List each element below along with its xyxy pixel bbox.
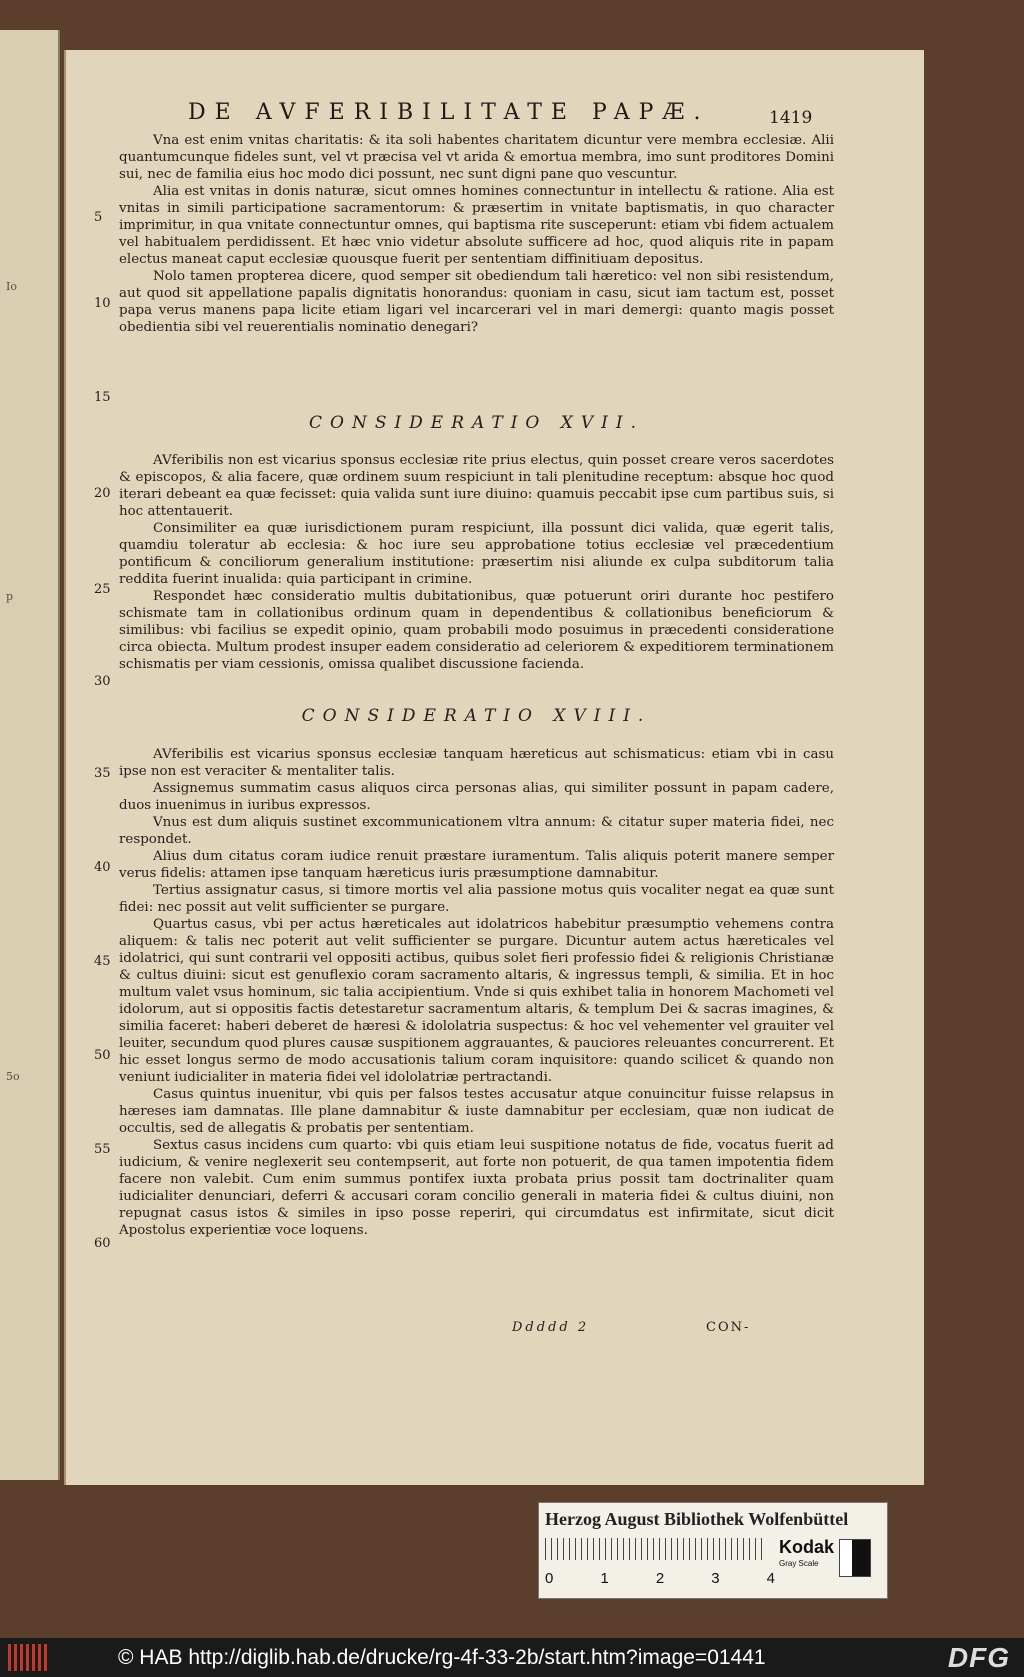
line-number: 50 (94, 1048, 111, 1063)
paragraph: Vnus est dum aliquis sustinet excommunicationem vltra annum: & citatur super materia fidei, nec respondet. (119, 815, 834, 847)
paragraph: Sextus casus incidens cum quarto: vbi quis etiam leui suspitione notatus de fide, vocatus fuerit ad iudicium, & venire neglexerit seu contempserit, aut forte non potuerit, de qua tamen impotentia fidem facere non valebit. Cum enim summus pontifex iuxta probata prius possit tam doctrinaliter quam iudicialiter denunciari, deferri & accusari coram concilio generali in materia fidei & cultus diuini, non repugnat casus istos & similes in ipso posse reperiri, qui circumdatus est infirmitate, sicut dicit Apostolus experientiæ voce loquens. (119, 1138, 834, 1238)
left-page-edge (0, 30, 60, 1480)
paragraph: Casus quintus inuenitur, vbi quis per falsos testes accusatur atque conuincitur fuisse relapsus in hæreses iam damnatas. Ille plane damnabitur & iuste damnabitur per ecclesiam, quæ non iudicat de occultis, sed de allegatis & probatis per sententiam. (119, 1087, 834, 1136)
ruler-number: 0 (545, 1570, 554, 1587)
text-block-2 (119, 452, 834, 673)
paragraph: Vna est enim vnitas charitatis: & ita soli habentes charitatem dicuntur vere membra ecclesiæ. Alii quantumcunque fideles sunt, vel vt præcisa vel vt arida & emortua membra, imo sunt proditores Domini sui, nec de familia eius hoc modo dici possunt, nec sunt digni pane quo vescuntur. (119, 133, 834, 182)
margin-fragment: 5o (6, 1070, 20, 1083)
text-block-3 (119, 746, 834, 1239)
line-number: 35 (94, 766, 111, 781)
library-color-card (538, 1502, 888, 1599)
line-number: 5 (94, 210, 103, 225)
footer-url[interactable]: © HAB http://diglib.hab.de/drucke/rg-4f-33-2b/start.htm?image=01441 (118, 1646, 766, 1669)
dfg-logo: DFG (947, 1642, 1010, 1673)
line-number: 25 (94, 582, 111, 597)
section-heading: CONSIDERATIO XVII. (309, 413, 644, 433)
library-name: Herzog August Bibliothek Wolfenbüttel (545, 1509, 849, 1529)
paragraph: Alia est vnitas in donis naturæ, sicut omnes homines connectuntur in intellectu & ratione. Alia est vnitas in simili participatione sacramentorum: & præsertim in vnitate baptismatis, in quo character imprimitur, in qua vnitate connectuntur omnes, qui baptisma rite susceperunt: etiam vbi fidem actualem vel habitualem perdidissent. Et hæc vnio videtur absolute sufficere ad hoc, quod aliquis rite in papam electus maneat caput ecclesiæ quousque fuerit per sententiam diffinitiuam depositus. (119, 184, 834, 267)
line-number: 15 (94, 390, 111, 405)
book-page (64, 50, 924, 1485)
catchword: CON- (706, 1320, 751, 1335)
paragraph: Tertius assignatur casus, si timore mortis vel alia passione motus quis vocaliter negat ea quæ sunt fidei: nec possit aut velit sufficienter se purgare. (119, 883, 834, 915)
kodak-logo: Kodak (779, 1537, 835, 1557)
line-number: 55 (94, 1142, 111, 1157)
running-header: DE AVFERIBILITATE PAPÆ. (188, 100, 710, 125)
ruler-number: 4 (766, 1570, 775, 1587)
ruler-number: 2 (655, 1570, 665, 1587)
barcode-icon (8, 1644, 50, 1671)
signature-mark: Ddddd 2 (512, 1320, 590, 1335)
paragraph: Alius dum citatus coram iudice renuit præstare iuramentum. Talis aliquis poterit manere semper verus fidelis: attamen ipse tanquam hæreticus iuris præsumptione damnabitur. (119, 849, 834, 881)
paragraph: Consimiliter ea quæ iurisdictionem puram respiciunt, illa possunt dici valida, quæ egerit talis, quamdiu toleratur ab ecclesia: & hoc iure seu approbatione totius ecclesiæ vel præcedentium pontificum & conciliorum generalium institutione: præsertim nisi aliunde ex culpa subditorum talia reddita fuerint inualida: quia participant in crimine. (119, 521, 834, 587)
line-number: 60 (94, 1236, 111, 1251)
margin-fragment: Io (6, 280, 17, 293)
kodak-subtitle: Gray Scale (779, 1559, 819, 1568)
ruler-number: 1 (600, 1570, 609, 1587)
text-block-1 (119, 132, 834, 336)
footer-bar (0, 1638, 1024, 1677)
paragraph: Assignemus summatim casus aliquos circa personas alias, qui similiter possunt in papam cadere, duos inuenimus in iuribus expressos. (119, 781, 834, 813)
paragraph: AVferibilis est vicarius sponsus ecclesiæ tanquam hæreticus aut schismaticus: etiam vbi in casu ipse non est veraciter & mentaliter talis. (119, 747, 834, 779)
ruler-numbers (545, 1570, 775, 1587)
paragraph: Quartus casus, vbi per actus hæreticales aut idolatricos habebitur præsumptio vehemens contra aliquem: & talis nec poterit aut velit sufficienter se purgare. Dicuntur autem actus hæreticales vel idolatrici, qui sunt contrarii vel oppositi actibus, quibus solet fieri professio fidei & religionis Christianæ & cultus diuini: sicut est genuflexio coram sacramento altaris, & ingressus templi, & similia. Et in hoc multum valet vsus hominum, sic talia accipientium. Vnde si quis exhibet talia in honorem Machometi vel idolorum, aut si oppositis factis detestaretur sacramentum altaris, & templum Dei & sacras imagines, & similia faceret: haberi deberet de hæresi & idololatria suspectus: & hoc vel vehementer vel grauiter vel leuiter, secundum quod plures causæ suspitionem aggrauantes, & pauciores releuantes concurrerent. Et hic esset longus sermo de modo accusationis talium coram inquisitore: quando scilicet & quando non veniunt iudicialiter in materia fidei vel idololatriæ pertractandi. (119, 917, 834, 1085)
ruler-scale (545, 1538, 765, 1560)
paragraph: AVferibilis non est vicarius sponsus ecclesiæ rite prius electus, quin posset creare veros sacerdotes & episcopos, & alia facere, quæ ordinem suum respiciunt in tali plenitudine receptum: absque hoc quod iterari debeant ea quæ fecisset: quia valida sunt iure diuino: quamuis peccabit ipse cum partibus suis, si hoc attentauerit. (119, 453, 834, 519)
line-number: 45 (94, 954, 111, 969)
line-number: 20 (94, 486, 111, 501)
paragraph: Nolo tamen propterea dicere, quod semper sit obediendum tali hæretico: vel non sibi resistendum, aut quod sit appellatione papalis dignitatis honorandus: quoniam in casu, sicut iam tactum est, posset papa verus manens papa licite etiam ligari vel incarcerari vel in mari demergi: quanto magis posset obedientia sibi vel reuerentialis nominatio denegari? (119, 269, 834, 335)
ruler-number: 3 (711, 1570, 720, 1587)
paragraph: Respondet hæc consideratio multis dubitationibus, quæ potuerunt oriri durante hoc pestifero schismate tam in collationibus ordinum quam in dependentibus & collationibus beneficiorum & similibus: vbi facilius se expedit opinio, quam probabili modo posuimus in præcedenti consideratione circa obiecta. Multum prodest insuper eadem consideratio ad celeriorem & expeditiorem terminationem schismatis per viam cessionis, omissa qualibet discussione facienda. (119, 589, 834, 672)
line-number: 40 (94, 860, 111, 875)
page-number: 1419 (769, 108, 813, 128)
section-heading: CONSIDERATIO XVIII. (301, 706, 652, 726)
margin-fragment: p (6, 590, 14, 603)
line-number: 30 (94, 674, 111, 689)
gray-swatch (839, 1539, 871, 1577)
line-number: 10 (94, 296, 111, 311)
